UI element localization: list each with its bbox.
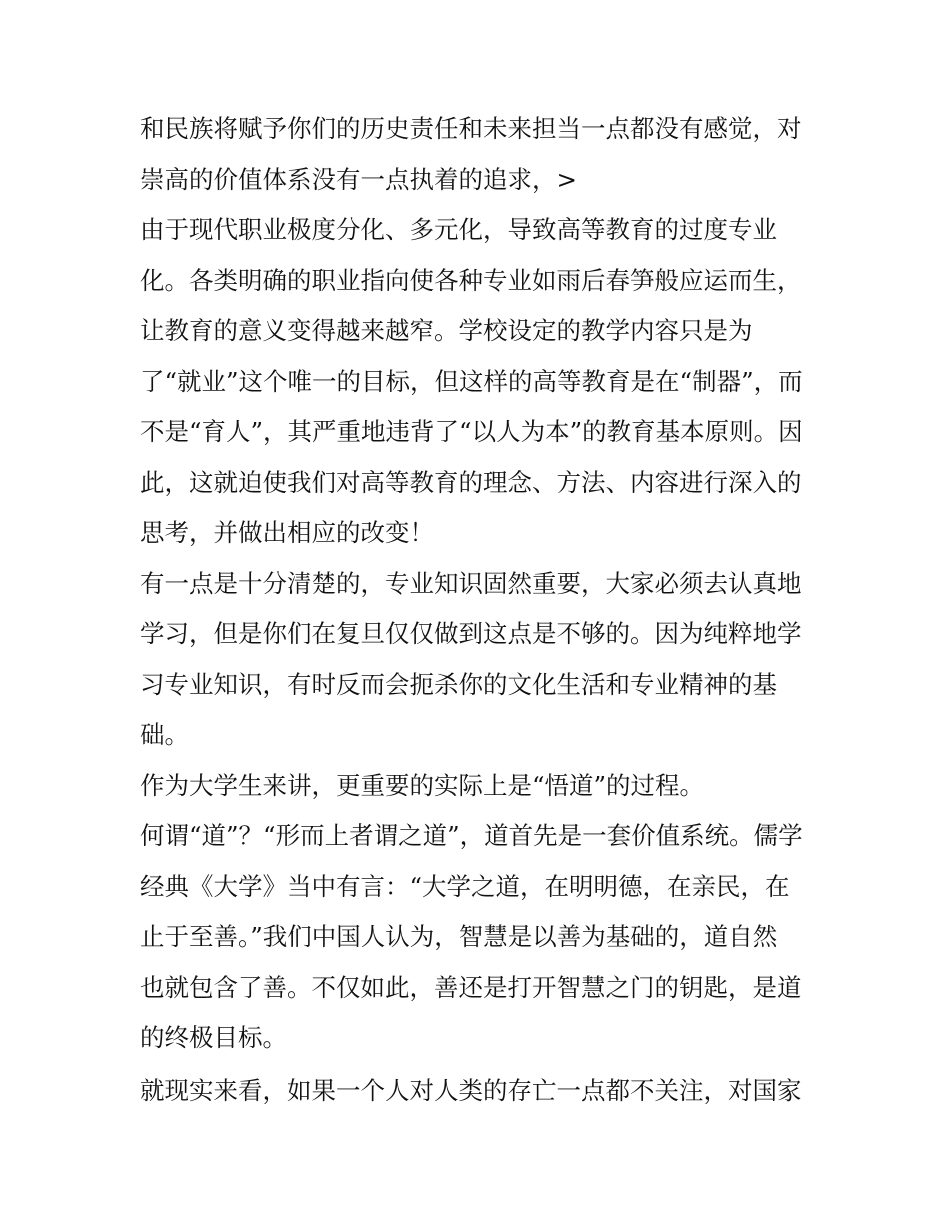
text-line: 了“就业”这个唯一的目标，但这样的高等教育是在“制器”，而 [140,366,803,396]
text-line: 的终极目标。 [140,1023,287,1052]
text-line: 不是“育人”，其严重地违背了“以人为本”的教育基本原则。因 [140,417,803,446]
text-line: 习专业知识，有时反而会扼杀你的文化生活和专业精神的基 [140,669,777,699]
text-line: 有一点是十分清楚的，专业知识固然重要，大家必须去认真地 [140,568,802,598]
text-line: 和民族将赋予你们的历史责任和未来担当一点都没有感觉，对 [140,114,802,143]
document-body [140,104,820,1116]
text-line: 崇高的价值体系没有一点执着的追求，> [140,164,578,194]
text-line: 就现实来看，如果一个人对人类的存亡一点都不关注，对国家 [140,1075,802,1105]
text-line: 作为大学生来讲，更重要的实际上是“悟道”的过程。 [140,770,705,800]
text-line: 学习，但是你们在复旦仅仅做到这点是不够的。因为纯粹地学 [140,619,802,648]
text-line: 思考，并做出相应的改变！ [140,518,434,547]
text-line: 此，这就迫使我们对高等教育的理念、方法、内容进行深入的 [140,467,802,497]
text-line: 化。各类明确的职业指向使各种专业如雨后春笋般应运而生， [140,265,802,295]
text-line: 由于现代职业极度分化、多元化，导致高等教育的过度专业 [140,215,777,244]
text-line: 何谓“道”？“形而上者谓之道”，道首先是一套价值系统。儒学 [140,821,803,850]
text-line: 让教育的意义变得越来越窄。学校设定的教学内容只是为 [140,316,753,345]
text-line: 也就包含了善。不仅如此，善还是打开智慧之门的钥匙，是道 [140,972,802,1002]
text-line: 经典《大学》当中有言：“大学之道，在明明德，在亲民，在 [140,871,790,901]
text-line: 础。 [140,720,189,749]
text-line: 止于至善。”我们中国人认为，智慧是以善为基础的，道自然 [140,922,778,951]
